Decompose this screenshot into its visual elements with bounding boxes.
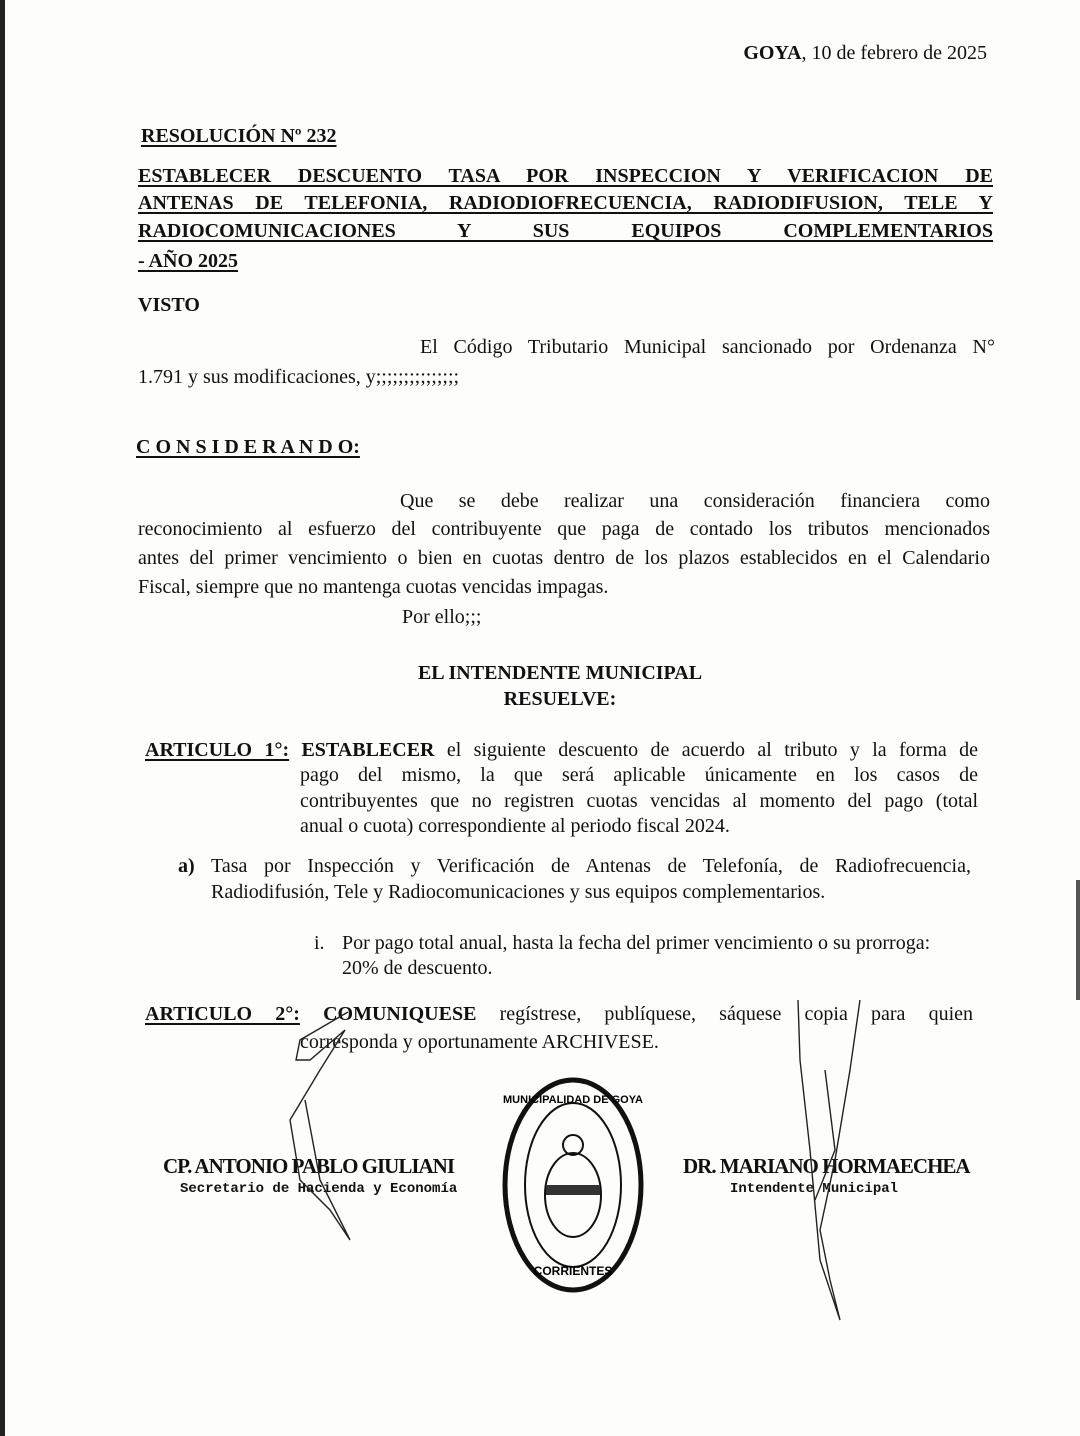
resolution-title-line: - AÑO 2025 <box>138 250 238 272</box>
signatory-role: Intendente Municipal <box>730 1181 899 1197</box>
articulo-1-text: contribuyentes que no registren cuotas vencidas al momento del pago (total <box>300 790 978 812</box>
considerando-text: Fiscal, siempre que no mantenga cuotas vencidas impagas. <box>138 576 609 598</box>
item-a-label: a) <box>178 855 195 877</box>
por-ello: Por ello;;; <box>402 606 482 628</box>
visto-heading: VISTO <box>138 294 200 316</box>
item-a-text: Radiodifusión, Tele y Radiocomunicaciones y sus equipos complementarios. <box>211 881 826 903</box>
considerando-text: reconocimiento al esfuerzo del contribuyente que paga de contado los tributos mencionados <box>138 518 990 540</box>
item-i-text: 20% de descuento. <box>342 957 493 979</box>
seal-text: CORRIENTES <box>533 1264 613 1278</box>
resolution-title-line: RADIOCOMUNICACIONES Y SUS EQUIPOS COMPLEMENTARIOS <box>138 220 993 242</box>
signatory-name: DR. MARIANO HORMAECHEA <box>683 1154 970 1178</box>
signatory-name: CP. ANTONIO PABLO GIULIANI <box>163 1154 455 1178</box>
articulo-2-text: regístrese, publíquese, sáquese copia para quien <box>476 1003 973 1025</box>
articulo-2-verb: COMUNIQUESE <box>323 1003 477 1025</box>
considerando-heading: C O N S I D E R A N D O: <box>136 436 360 458</box>
considerando-text: Que se debe realizar una consideración financiera como <box>400 490 990 512</box>
date: , 10 de febrero de 2025 <box>801 42 987 64</box>
articulo-2-label: ARTICULO 2°: <box>145 1003 300 1025</box>
seal-text: MUNICIPALIDAD DE GOYA <box>503 1094 643 1106</box>
resolution-number: RESOLUCIÓN Nº 232 <box>141 125 337 147</box>
articulo-1-text: el siguiente descuento de acuerdo al tributo y la forma de <box>434 739 979 761</box>
articulo-1-text: anual o cuota) correspondiente al periodo fiscal 2024. <box>300 815 730 837</box>
articulo-1-text: pago del mismo, la que será aplicable únicamente en los casos de <box>300 764 978 786</box>
resuelve-heading: RESUELVE: <box>503 688 617 710</box>
resuelve-heading: EL INTENDENTE MUNICIPAL <box>417 662 703 684</box>
municipal-seal <box>500 1075 646 1295</box>
item-i-text: Por pago total anual, hasta la fecha del primer vencimiento o su prorroga: <box>342 932 931 954</box>
resolution-title-line: ESTABLECER DESCUENTO TASA POR INSPECCION Y VERIFICACION DE <box>138 165 993 187</box>
articulo-1-verb: ESTABLECER <box>301 739 435 761</box>
visto-text: El Código Tributario Municipal sancionado por Ordenanza N° <box>420 336 995 358</box>
signatory-role: Secretario de Hacienda y Economía <box>180 1181 458 1197</box>
articulo-2-text: corresponda y oportunamente ARCHIVESE. <box>300 1031 659 1053</box>
resolution-title-line: ANTENAS DE TELEFONIA, RADIODIOFRECUENCIA, RADIODIFUSION, TELE Y <box>138 192 993 214</box>
visto-text: 1.791 y sus modificaciones, y;;;;;;;;;;;;;;; <box>138 366 460 388</box>
item-a-text: Tasa por Inspección y Verificación de Antenas de Telefonía, de Radiofrecuencia, <box>211 855 971 877</box>
articulo-1-label: ARTICULO 1°: <box>145 739 290 761</box>
considerando-text: antes del primer vencimiento o bien en cuotas dentro de los plazos establecidos en el Calendario <box>138 547 990 569</box>
city: GOYA <box>743 42 802 64</box>
item-i-label: i. <box>314 932 325 954</box>
